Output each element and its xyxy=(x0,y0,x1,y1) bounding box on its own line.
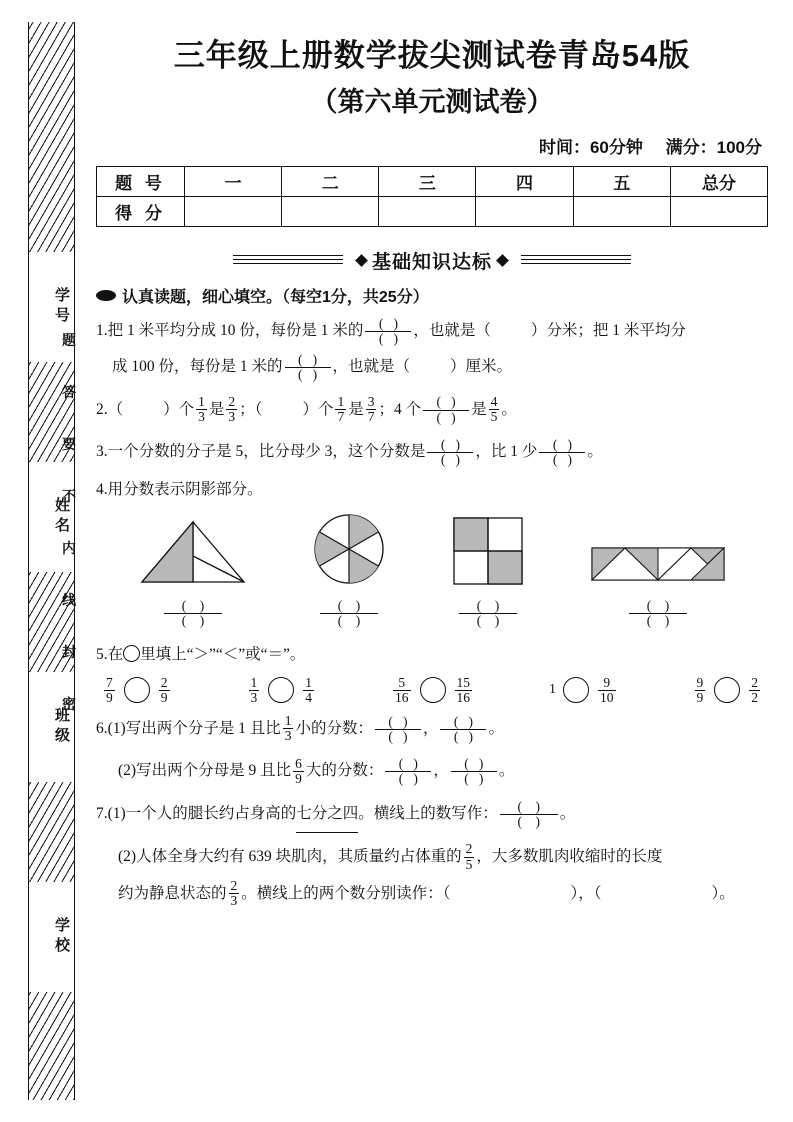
compare-item-4 xyxy=(549,676,618,705)
compare-item-1 xyxy=(102,676,172,705)
score-cell-2[interactable] xyxy=(282,196,379,226)
fraction-1-3-b: $\frac{1}{3}$ xyxy=(284,713,292,744)
question-7 xyxy=(96,796,768,833)
bullet-icon xyxy=(96,290,116,301)
compare-circle-3[interactable] xyxy=(420,677,446,703)
triangle-thirds-icon xyxy=(138,520,248,586)
question-7-sub2-text-c: 约为静息状态的 xyxy=(118,884,227,902)
seal-label-name: 姓名 xyxy=(32,464,72,570)
score-table-col-3: 三 xyxy=(379,166,476,196)
seal-char-7: 密 xyxy=(62,696,76,712)
question-1 xyxy=(96,313,768,386)
question-6-sub2-text-b: 大的分数： xyxy=(305,762,384,780)
fraction-2-5: $\frac{2}{5}$ xyxy=(465,841,473,872)
question-7-sub1-text-b: 。横线上的数写作： xyxy=(358,804,498,822)
fraction-1-7: $\frac{1}{7}$ xyxy=(337,393,345,424)
answer-fraction-6b[interactable]: $\frac{( )}{( )}$ xyxy=(440,715,486,744)
fraction-1-3: $\frac{1}{3}$ xyxy=(198,393,205,424)
question-3-text-a: 一个分数的分子是 5，比分母少 3，这个分数是 xyxy=(107,442,426,460)
question-5-index: 5. xyxy=(96,645,108,663)
question-1-text-a: 把 1 米平均分成 10 份，每份是 1 米的 xyxy=(107,321,364,339)
score-table-col-total: 总分 xyxy=(670,166,767,196)
question-1-index: 1. xyxy=(96,321,108,339)
page-subtitle: （第六单元测试卷） xyxy=(310,86,554,117)
fraction-right-5: $\frac{2}{2}$ xyxy=(751,674,758,705)
exam-fullscore: 满分：100分 xyxy=(665,137,762,157)
compare-item-3 xyxy=(391,676,474,705)
diamond-right-icon xyxy=(496,254,509,267)
table-row xyxy=(97,196,768,226)
square-quarters-icon xyxy=(450,516,526,586)
compare-row xyxy=(96,676,768,705)
compare-item-5 xyxy=(693,676,763,705)
seal-label-school: 学校 xyxy=(32,884,72,990)
q2-a9: 。 xyxy=(501,400,517,418)
question-6-comma-2: ， xyxy=(433,762,449,780)
question-7-sub2 xyxy=(118,839,768,912)
seal-char-4: 内 xyxy=(62,540,76,556)
score-cell-total[interactable] xyxy=(670,196,767,226)
seal-char-0: 题 xyxy=(62,332,76,348)
shape-cell-square xyxy=(450,516,526,628)
seal-label-student-id: 学号 xyxy=(32,254,72,360)
fraction-2-3: $\frac{2}{3}$ xyxy=(230,877,238,909)
shape-cell-rect-triangles xyxy=(590,540,726,628)
question-6-tail-1: 。 xyxy=(488,719,504,737)
score-cell-3[interactable] xyxy=(379,196,476,226)
fraction-right-2: $\frac{1}{4}$ xyxy=(305,674,312,705)
seal-char-5: 线 xyxy=(62,592,76,608)
score-table-col-5: 五 xyxy=(573,166,670,196)
fraction-2-3: $\frac{2}{3}$ xyxy=(228,393,236,424)
score-cell-1[interactable] xyxy=(185,196,282,226)
section-title: 基础知识达标 xyxy=(371,251,492,273)
question-7-sub2-text-b: ，大多数肌肉收缩时的长度 xyxy=(476,848,663,866)
question-7-sub1-text-a: (1)一个人的腿长约占身高的 xyxy=(107,804,297,822)
exam-meta xyxy=(96,133,768,158)
question-3-index: 3. xyxy=(96,442,108,460)
question-6-tail-2: 。 xyxy=(498,762,515,780)
q2-a4: ；（ xyxy=(239,400,263,418)
q2-a2: ）个 xyxy=(163,400,195,418)
question-6-comma-1: ， xyxy=(422,719,439,737)
q2-a3: 是 xyxy=(208,400,225,418)
shape-cell-circle xyxy=(312,512,386,628)
answer-fraction-shape-1[interactable]: $\frac{( )}{( )}$ xyxy=(138,599,248,628)
score-row-label: 得 分 xyxy=(97,196,185,226)
score-cell-5[interactable] xyxy=(573,196,670,226)
answer-fraction-shape-3[interactable]: $\frac{( )}{( )}$ xyxy=(450,599,526,628)
question-1-text-e: ，也就是（ xyxy=(332,358,411,376)
question-6-sub1-text-a: (1)写出两个分子是 1 且比 xyxy=(107,719,281,737)
question-3 xyxy=(96,434,768,470)
diamond-left-icon xyxy=(355,254,368,267)
question-1-text-f: ）厘米。 xyxy=(450,358,513,376)
answer-fraction-5[interactable]: $\frac{( )}{( )}$ xyxy=(539,438,585,467)
question-6-sub2 xyxy=(118,753,768,789)
section-deco-left-icon xyxy=(233,255,343,265)
exam-time: 时间：60分钟 xyxy=(538,137,643,157)
seal-char-2: 要 xyxy=(62,436,76,452)
question-6-sub2-text-a: (2)写出两个分母是 9 且比 xyxy=(118,762,292,780)
compare-item-2 xyxy=(247,676,317,705)
question-group-1-head xyxy=(96,284,768,307)
table-row xyxy=(97,166,768,196)
rectangle-triangles-icon xyxy=(590,540,726,586)
paper-content xyxy=(96,26,768,912)
question-1-text-c: ）分米；把 1 米平均分 xyxy=(530,321,686,339)
score-table-col-2: 二 xyxy=(282,166,379,196)
compare-circle-1[interactable] xyxy=(124,677,150,703)
question-group-1-label: 认真读题，细心填空。（每空1分，共25分） xyxy=(122,288,429,306)
fraction-4-5: $\frac{4}{5}$ xyxy=(490,393,498,424)
question-6-index: 6. xyxy=(96,719,108,737)
question-7-sub2-text-d: 。横线上的两个数分别读作：（ xyxy=(241,884,451,902)
question-5-text-a: 在 xyxy=(107,645,124,663)
seal-char-3: 不 xyxy=(62,488,76,504)
seal-label-class: 班级 xyxy=(32,674,72,780)
q2-a6: 是 xyxy=(348,400,364,418)
question-3-text-c: 。 xyxy=(587,442,603,460)
score-table-header-label: 题 号 xyxy=(97,166,185,196)
q2-a1: （ xyxy=(107,400,124,418)
answer-fraction-1[interactable]: $\frac{( )}{( )}$ xyxy=(365,317,411,346)
answer-fraction-shape-4[interactable]: $\frac{( )}{( )}$ xyxy=(590,599,726,628)
fraction-left-5: $\frac{9}{9}$ xyxy=(696,674,704,705)
seal-char-1: 答 xyxy=(62,384,76,400)
question-2 xyxy=(96,392,768,428)
question-1-text-b: ，也就是（ xyxy=(413,321,491,339)
score-table-col-1: 一 xyxy=(185,166,282,196)
fraction-right-1: $\frac{2}{9}$ xyxy=(160,674,168,705)
shape-cell-triangle xyxy=(138,520,248,628)
compare-circle-2[interactable] xyxy=(268,677,294,703)
compare-circle-4[interactable] xyxy=(563,677,589,703)
question-7-underlined-term: 七分之四 xyxy=(296,796,358,833)
page-title: 三年级上册数学拔尖测试卷青岛54版 xyxy=(173,38,691,73)
question-4-text: 用分数表示阴影部分。 xyxy=(107,481,263,499)
question-5 xyxy=(96,639,768,670)
fraction-3-7: $\frac{3}{7}$ xyxy=(367,393,375,424)
question-7-sub2-text-f: ）。 xyxy=(711,884,735,902)
question-7-sub2-text-e: ），（ xyxy=(570,884,602,902)
question-4 xyxy=(96,476,768,504)
seal-char-6: 封 xyxy=(62,644,76,660)
seal-center-text xyxy=(56,330,82,790)
answer-fraction-6c[interactable]: $\frac{( )}{( )}$ xyxy=(385,757,431,786)
score-cell-4[interactable] xyxy=(476,196,573,226)
question-7-sub2-text-a: (2)人体全身大约有 639 块肌肉，其质量约占体重的 xyxy=(118,848,462,866)
answer-fraction-2[interactable]: $\frac{( )}{( )}$ xyxy=(285,353,331,382)
question-7-index: 7. xyxy=(96,804,108,822)
shaded-shapes-row xyxy=(96,512,768,628)
question-3-text-b: ，比 1 少 xyxy=(475,442,538,460)
score-table-col-4: 四 xyxy=(476,166,573,196)
fraction-right-4: $\frac{9}{10}$ xyxy=(600,674,614,705)
fraction-6-9: $\frac{6}{9}$ xyxy=(295,755,302,786)
fraction-left-3: $\frac{5}{16}$ xyxy=(395,674,409,705)
compare-whole-4: 1 xyxy=(549,682,556,698)
answer-fraction-shape-2[interactable]: $\frac{( )}{( )}$ xyxy=(312,599,386,628)
question-7-tail-1: 。 xyxy=(559,804,576,822)
answer-fraction-4[interactable]: $\frac{( )}{( )}$ xyxy=(427,438,473,467)
q2-a8: 是 xyxy=(471,400,487,418)
circle-sixths-icon xyxy=(312,512,386,586)
answer-fraction-6a[interactable]: $\frac{( )}{( )}$ xyxy=(375,715,421,744)
section-deco-right-icon xyxy=(521,255,631,265)
answer-fraction-3[interactable]: $\frac{( )}{( )}$ xyxy=(423,395,469,424)
q2-a5: ）个 xyxy=(302,400,334,418)
question-2-index: 2. xyxy=(96,400,108,418)
question-1-text-d: 成 100 份，每份是 1 米的 xyxy=(112,358,283,376)
q2-a7: ；4 个 xyxy=(378,400,422,418)
answer-fraction-7a[interactable]: $\frac{( )}{( )}$ xyxy=(500,800,558,829)
answer-fraction-6d[interactable]: $\frac{( )}{( )}$ xyxy=(451,757,497,786)
fraction-right-3: $\frac{15}{16}$ xyxy=(456,674,470,705)
fraction-left-2: $\frac{1}{3}$ xyxy=(250,674,258,705)
question-4-index: 4. xyxy=(96,481,108,499)
compare-circle-5[interactable] xyxy=(714,677,740,703)
circle-blank-icon[interactable] xyxy=(123,645,140,662)
question-6 xyxy=(96,711,768,747)
question-5-text-b: 里填上“＞”“＜”或“＝”。 xyxy=(140,645,306,663)
section-header xyxy=(96,247,768,274)
question-6-sub1-text-b: 小的分数： xyxy=(295,719,373,737)
score-table xyxy=(96,166,768,227)
fraction-left-1: $\frac{7}{9}$ xyxy=(106,674,113,705)
